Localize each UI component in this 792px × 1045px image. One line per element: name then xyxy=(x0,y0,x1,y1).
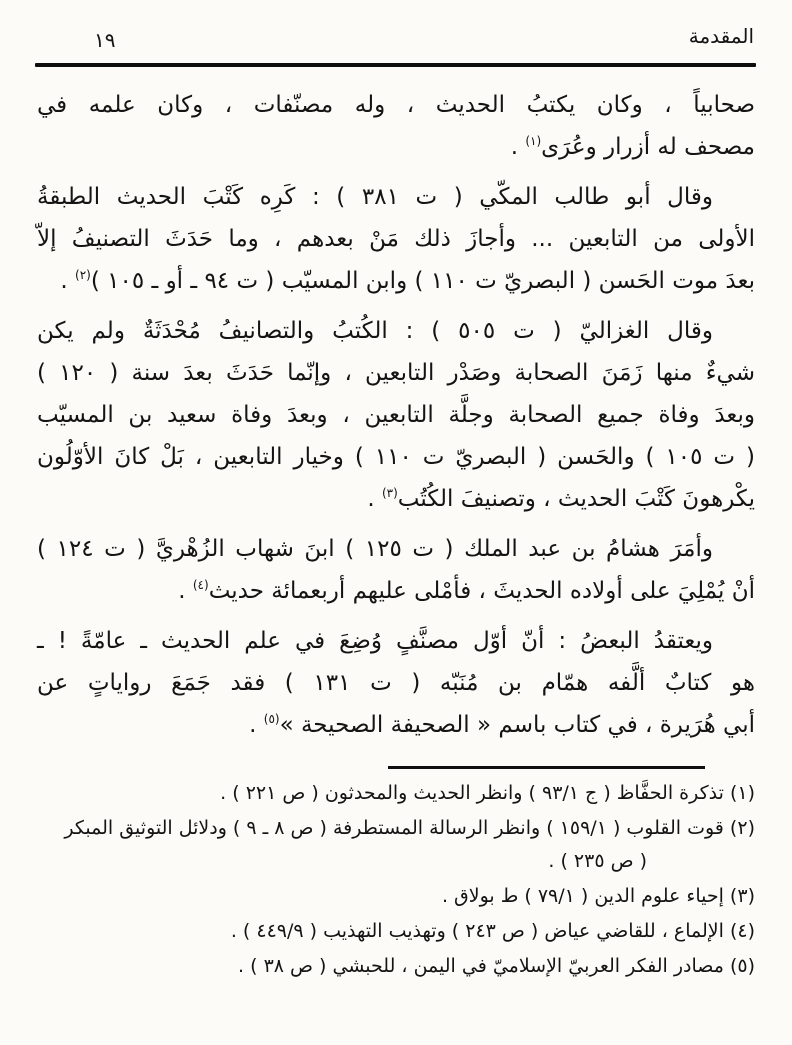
page-number: ١٩ xyxy=(94,28,116,52)
body-line: ( ت ١٠٥ ) والحَسن ( البصريّ ت ١١٠ ) وخيار التابعين ، بَلْ كانَ الأوّلُون xyxy=(37,444,755,470)
body-line: وقال أبو طالب المكّي ( ت ٣٨١ ) : كَرِه كَتْبَ الحديث الطبقةُ xyxy=(37,184,713,210)
body-line: مصحف له أزرار وعُرَى$^{(١)}$ . xyxy=(510,134,755,160)
body-line: شيءٌ منها زَمَنَ الصحابة وصَدْر التابعين ، وإنّما حَدَثَ بعدَ سنة ( ١٢٠ ) xyxy=(37,360,755,386)
body-line: أبي هُرَيرة ، في كتاب باسم « الصحيفة الصحيحة »$^{(٥)}$ . xyxy=(249,712,755,738)
footnote-line: ( ص ٢٣٥ ) . xyxy=(548,850,647,872)
body-text xyxy=(37,84,755,754)
body-line: وأمَرَ هشامُ بن عبد الملك ( ت ١٢٥ ) ابنَ شهاب الزُهْريَّ ( ت ١٢٤ ) xyxy=(37,536,713,562)
body-line: هو كتابٌ ألَّفه همّام بن مُنَبّه ( ت ١٣١ ) فقد جَمَعَ رواياتٍ عن xyxy=(37,670,756,696)
footnote-5 xyxy=(37,950,755,983)
body-line: صحابياً ، وكان يكتبُ الحديث ، وله مصنّفات ، وكان علمه في xyxy=(37,92,755,118)
paragraph-2 xyxy=(37,176,755,302)
footnote-4 xyxy=(37,915,755,948)
footnote-line: (٥) مصادر الفكر العربيّ الإسلاميّ في اليمن ، للحبشي ( ص ٣٨ ) . xyxy=(238,955,755,977)
paragraph-3 xyxy=(37,310,755,520)
body-line: بعدَ موت الحَسن ( البصريّ ت ١١٠ ) وابن المسيّب ( ت ٩٤ ـ أو ـ ١٠٥ )$^{(٢)}$ . xyxy=(60,268,755,294)
paragraph-4 xyxy=(37,528,755,612)
body-line: وقال الغزاليّ ( ت ٥٠٥ ) : الكُتبُ والتصانيفُ مُحْدَثَةٌ ولم يكن xyxy=(37,318,713,344)
paragraph-5 xyxy=(37,620,755,746)
paragraph-1 xyxy=(37,84,755,168)
body-line: يكْرهونَ كَتْبَ الحديث ، وتصنيفَ الكُتُب$^{(٣)}$ . xyxy=(367,486,755,512)
body-line: وبعدَ وفاة جميع الصحابة وجلَّة التابعين ، وبعدَ وفاة سعيد بن المسيّب xyxy=(37,402,755,428)
body-line: أنْ يُمْلِيَ على أولاده الحديثَ ، فأمْلى عليهم أربعمائة حديث$^{(٤)}$ . xyxy=(178,578,755,604)
footnote-separator xyxy=(388,766,705,769)
header-rule xyxy=(35,63,756,67)
footnote-3 xyxy=(37,880,755,913)
body-line: ويعتقدُ البعضُ : أنّ أوّل مصنَّفٍ وُضِعَ في علم الحديث ـ عامّةً ! ـ xyxy=(37,628,713,654)
footnote-2 xyxy=(37,812,755,878)
footnote-1 xyxy=(37,777,755,810)
footnote-line: (١) تذكرة الحفَّاظ ( ج ٩٣/١ ) وانظر الحديث والمحدثون ( ص ٢٢١ ) . xyxy=(220,782,755,804)
section-title: المقدمة xyxy=(688,24,754,48)
footnote-line: (٤) الإلماع ، للقاضي عياض ( ص ٢٤٣ ) وتهذيب التهذيب ( ٤٤٩/٩ ) . xyxy=(230,920,755,942)
footnote-line: (٣) إحياء علوم الدين ( ٧٩/١ ) ط بولاق . xyxy=(441,885,755,907)
body-line: الأولى من التابعين ... وأجازَ ذلك مَنْ بعدهم ، وما حَدَثَ التصنيفُ إلاّ xyxy=(37,226,755,252)
footnote-line: (٢) قوت القلوب ( ١٥٩/١ ) وانظر الرسالة المستطرفة ( ص ٨ ـ ٩ ) ودلائل التوثيق المبكر xyxy=(64,817,755,839)
footnotes xyxy=(37,777,755,985)
